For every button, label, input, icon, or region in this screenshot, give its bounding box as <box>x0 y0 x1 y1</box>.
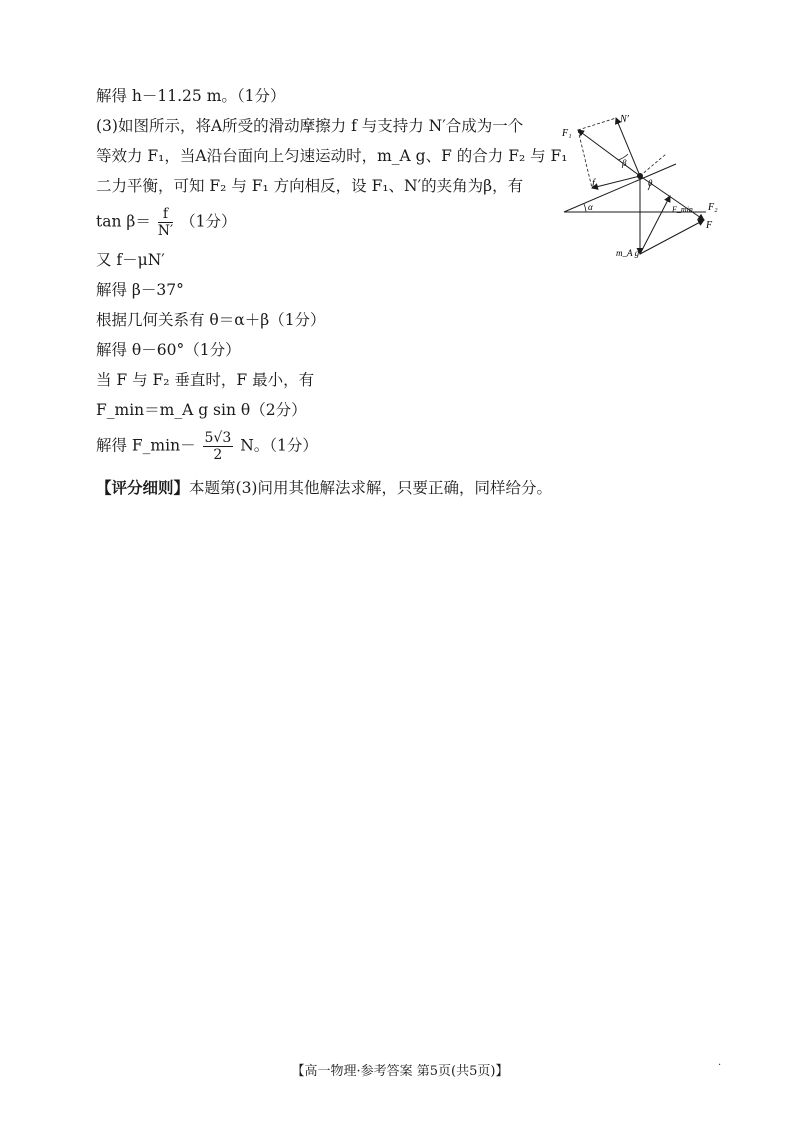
line-beta-result: 解得 β－37° <box>96 281 184 299</box>
parallelogram-dash-top <box>578 118 616 130</box>
force-diagram <box>556 108 726 268</box>
fraction-numerator: f <box>158 206 173 223</box>
line-scoring-rule <box>96 478 552 498</box>
scoring-rule-label: 【评分细则】 <box>96 478 190 497</box>
line-equivalent-force: 等效力 F₁，当A沿台面向上匀速运动时，m_A g、F 的合力 F₂ 与 F₁ <box>96 147 568 165</box>
fraction-numerator: 5√3 <box>204 430 232 446</box>
label-fmin: F_min <box>672 205 693 214</box>
label-normal: N′ <box>620 114 629 125</box>
label-f2: F₂ <box>708 202 718 213</box>
line-part3-intro: (3)如图所示，将A所受的滑动摩擦力 f 与支持力 N′合成为一个 <box>96 117 524 135</box>
label-f1: F₁ <box>562 128 572 139</box>
f-arrow <box>640 220 704 254</box>
line-tan-beta: tan β＝ $\frac{f}{N'}$ （1分） <box>96 206 237 239</box>
line-h-result: 解得 h－11.25 m。（1分） <box>96 87 286 105</box>
line-geometry: 根据几何关系有 θ＝α＋β（1分） <box>96 311 326 329</box>
label-mag: m_A g <box>616 248 640 258</box>
fraction-denominator: 2 <box>213 447 223 463</box>
line-friction-relation: 又 f－μN′ <box>96 251 165 269</box>
label-theta: θ <box>648 178 653 188</box>
corner-mark: · <box>718 1060 722 1071</box>
object-point <box>637 173 643 179</box>
tan-beta-fraction <box>158 206 173 239</box>
alpha-arc <box>584 204 586 212</box>
line-theta-result: 解得 θ－60°（1分） <box>96 341 241 359</box>
line-fmin-result: 解得 F_min－ $\frac{5√3}{2}$ N。（1分） <box>96 430 318 463</box>
label-alpha: α <box>588 202 593 212</box>
label-beta: β <box>622 158 627 168</box>
line-min-condition: 当 F 与 F₂ 垂直时，F 最小，有 <box>96 371 315 389</box>
incline-line <box>564 164 676 212</box>
label-f: F <box>706 220 713 231</box>
scoring-rule-text: 本题第(3)问用其他解法求解，只要正确，同样给分。 <box>189 479 552 497</box>
fmin-fraction <box>203 430 234 463</box>
fmin-arrow <box>640 196 670 254</box>
extension-dash <box>640 154 666 176</box>
line-fmin-formula: F_min＝m_A g sin θ（2分） <box>96 401 307 419</box>
line-balance: 二力平衡，可知 F₂ 与 F₁ 方向相反，设 F₁、N′的夹角为β，有 <box>96 177 524 195</box>
page-footer: 【高一物理·参考答案 第5页(共5页)】 <box>291 1064 509 1079</box>
label-friction: f <box>592 178 595 189</box>
fraction-denominator: N′ <box>157 223 174 239</box>
